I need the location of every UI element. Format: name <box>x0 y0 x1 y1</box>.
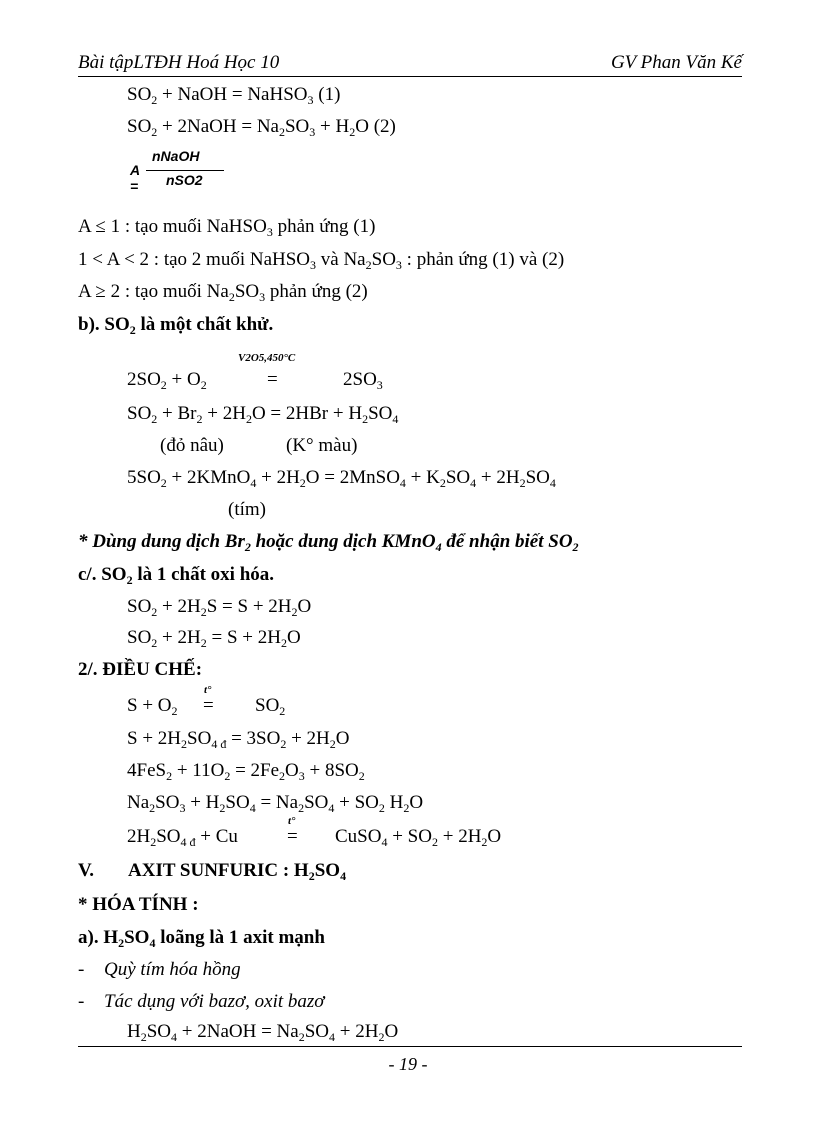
eq-so2-br2: $SO_2 + Br_2 + 2H_2O = 2HBr + H_2SO_4$ <box>127 403 399 426</box>
header-right: GV Phan Văn Kế <box>610 52 742 73</box>
condition-t-2: t° <box>288 815 296 827</box>
eq-so2-h2s: $SO_2 + 2H_2S = S + 2H_2O$ <box>127 596 312 619</box>
eq-h2so4-cu: $2H_2SO_{4 đ} + Cu$ = CuSO$_4$ + $SO_2 + 2H_2O$ <box>127 826 502 849</box>
color-note-tim: (tím) <box>228 499 266 520</box>
section-a-heading: a). $H_2SO_4$ loãng là 1 axit mạnh <box>78 927 325 950</box>
eq-so2-kmno4: $5SO_2$ + 2KMnO$_4$ + $2H_2O$ = 2MnSO$_4$ + $K_2SO_4 + 2H_2SO_4$ <box>127 467 556 490</box>
eq-h2so4-naoh: $H_2SO_4$ + 2NaOH = $Na_2SO_4 + 2H_2O$ <box>127 1021 399 1044</box>
eq-so2-naoh-2: $SO_2$ + 2NaOH = $Na_2SO_3 + H_2O$ (2) <box>127 116 396 139</box>
eq-so2-naoh-1: $SO_2$ + NaOH = NaHSO$_3$ (1) <box>127 84 341 107</box>
color-note-1: (đỏ nâu) <box>160 435 224 456</box>
footer-rule <box>78 1046 742 1047</box>
section-v-heading: V. AXIT SUNFURIC : $H_2SO_4$ <box>78 860 347 883</box>
case-a-ge-2: A ≥ 2 : tạo muối $Na_2SO_3$ phản ứng (2) <box>78 281 368 304</box>
section-c-heading: c/. $SO_2$ là 1 chất oxi hóa. <box>78 564 275 587</box>
bullet-tac-dung: - Tác dụng với bazơ, oxit bazơ <box>78 991 325 1012</box>
bullet-quy-tim: - Quỳ tím hóa hồng <box>78 959 241 980</box>
condition-v2o5: V2O5,450°C <box>238 352 296 364</box>
section-2-heading: 2/. ĐIỀU CHẾ: <box>78 659 203 680</box>
ratio-lhs: A = <box>130 162 140 194</box>
eq-so2-h2: $SO_2 + 2H_2 = S + 2H_2O$ <box>127 627 301 650</box>
eq-fes2-o2: $4FeS_2 + 11O_2 = 2Fe_2O_3 + 8SO_2$ <box>127 760 365 783</box>
header-left: Bài tậpLTĐH Hoá Học 10 <box>78 52 280 73</box>
eq-s-h2so4: $S + 2H_2SO_{4 đ} = 3SO_2 + 2H_2O$ <box>127 728 350 751</box>
case-a-between: 1 < A < 2 : tạo 2 muối NaHSO$_3$ và $Na_2SO_3$ : phản ứng (1) và (2) <box>78 249 565 272</box>
page-number: - 19 - <box>388 1054 428 1074</box>
color-note-2: (K° màu) <box>286 435 358 456</box>
identification-note: * Dùng dung dịch $Br_2$ hoặc dung dịch KMnO$_4$ để nhận biết $SO_2$ <box>78 531 579 554</box>
eq-na2so3-h2so4: $Na_2SO_3 + H_2SO_4 = Na_2SO_4 + SO_2$ $H_2O$ <box>127 792 424 815</box>
page-header <box>78 50 742 77</box>
ratio-denominator: nSO2 <box>166 172 203 188</box>
eq-s-o2: $S + O_2$ = $SO_2$ <box>127 695 286 718</box>
fraction-bar <box>146 170 224 171</box>
condition-t-1: t° <box>204 684 212 696</box>
eq-so2-o2: $2SO_2 + O_2$ = $2SO_3$ <box>127 369 383 392</box>
hoa-tinh-heading: * HÓA TÍNH : <box>78 894 199 915</box>
ratio-numerator: nNaOH <box>152 148 200 164</box>
section-b-heading: b). $SO_2$ là một chất khử. <box>78 314 274 337</box>
case-a-le-1: A ≤ 1 : tạo muối NaHSO$_3$ phản ứng (1) <box>78 216 376 239</box>
